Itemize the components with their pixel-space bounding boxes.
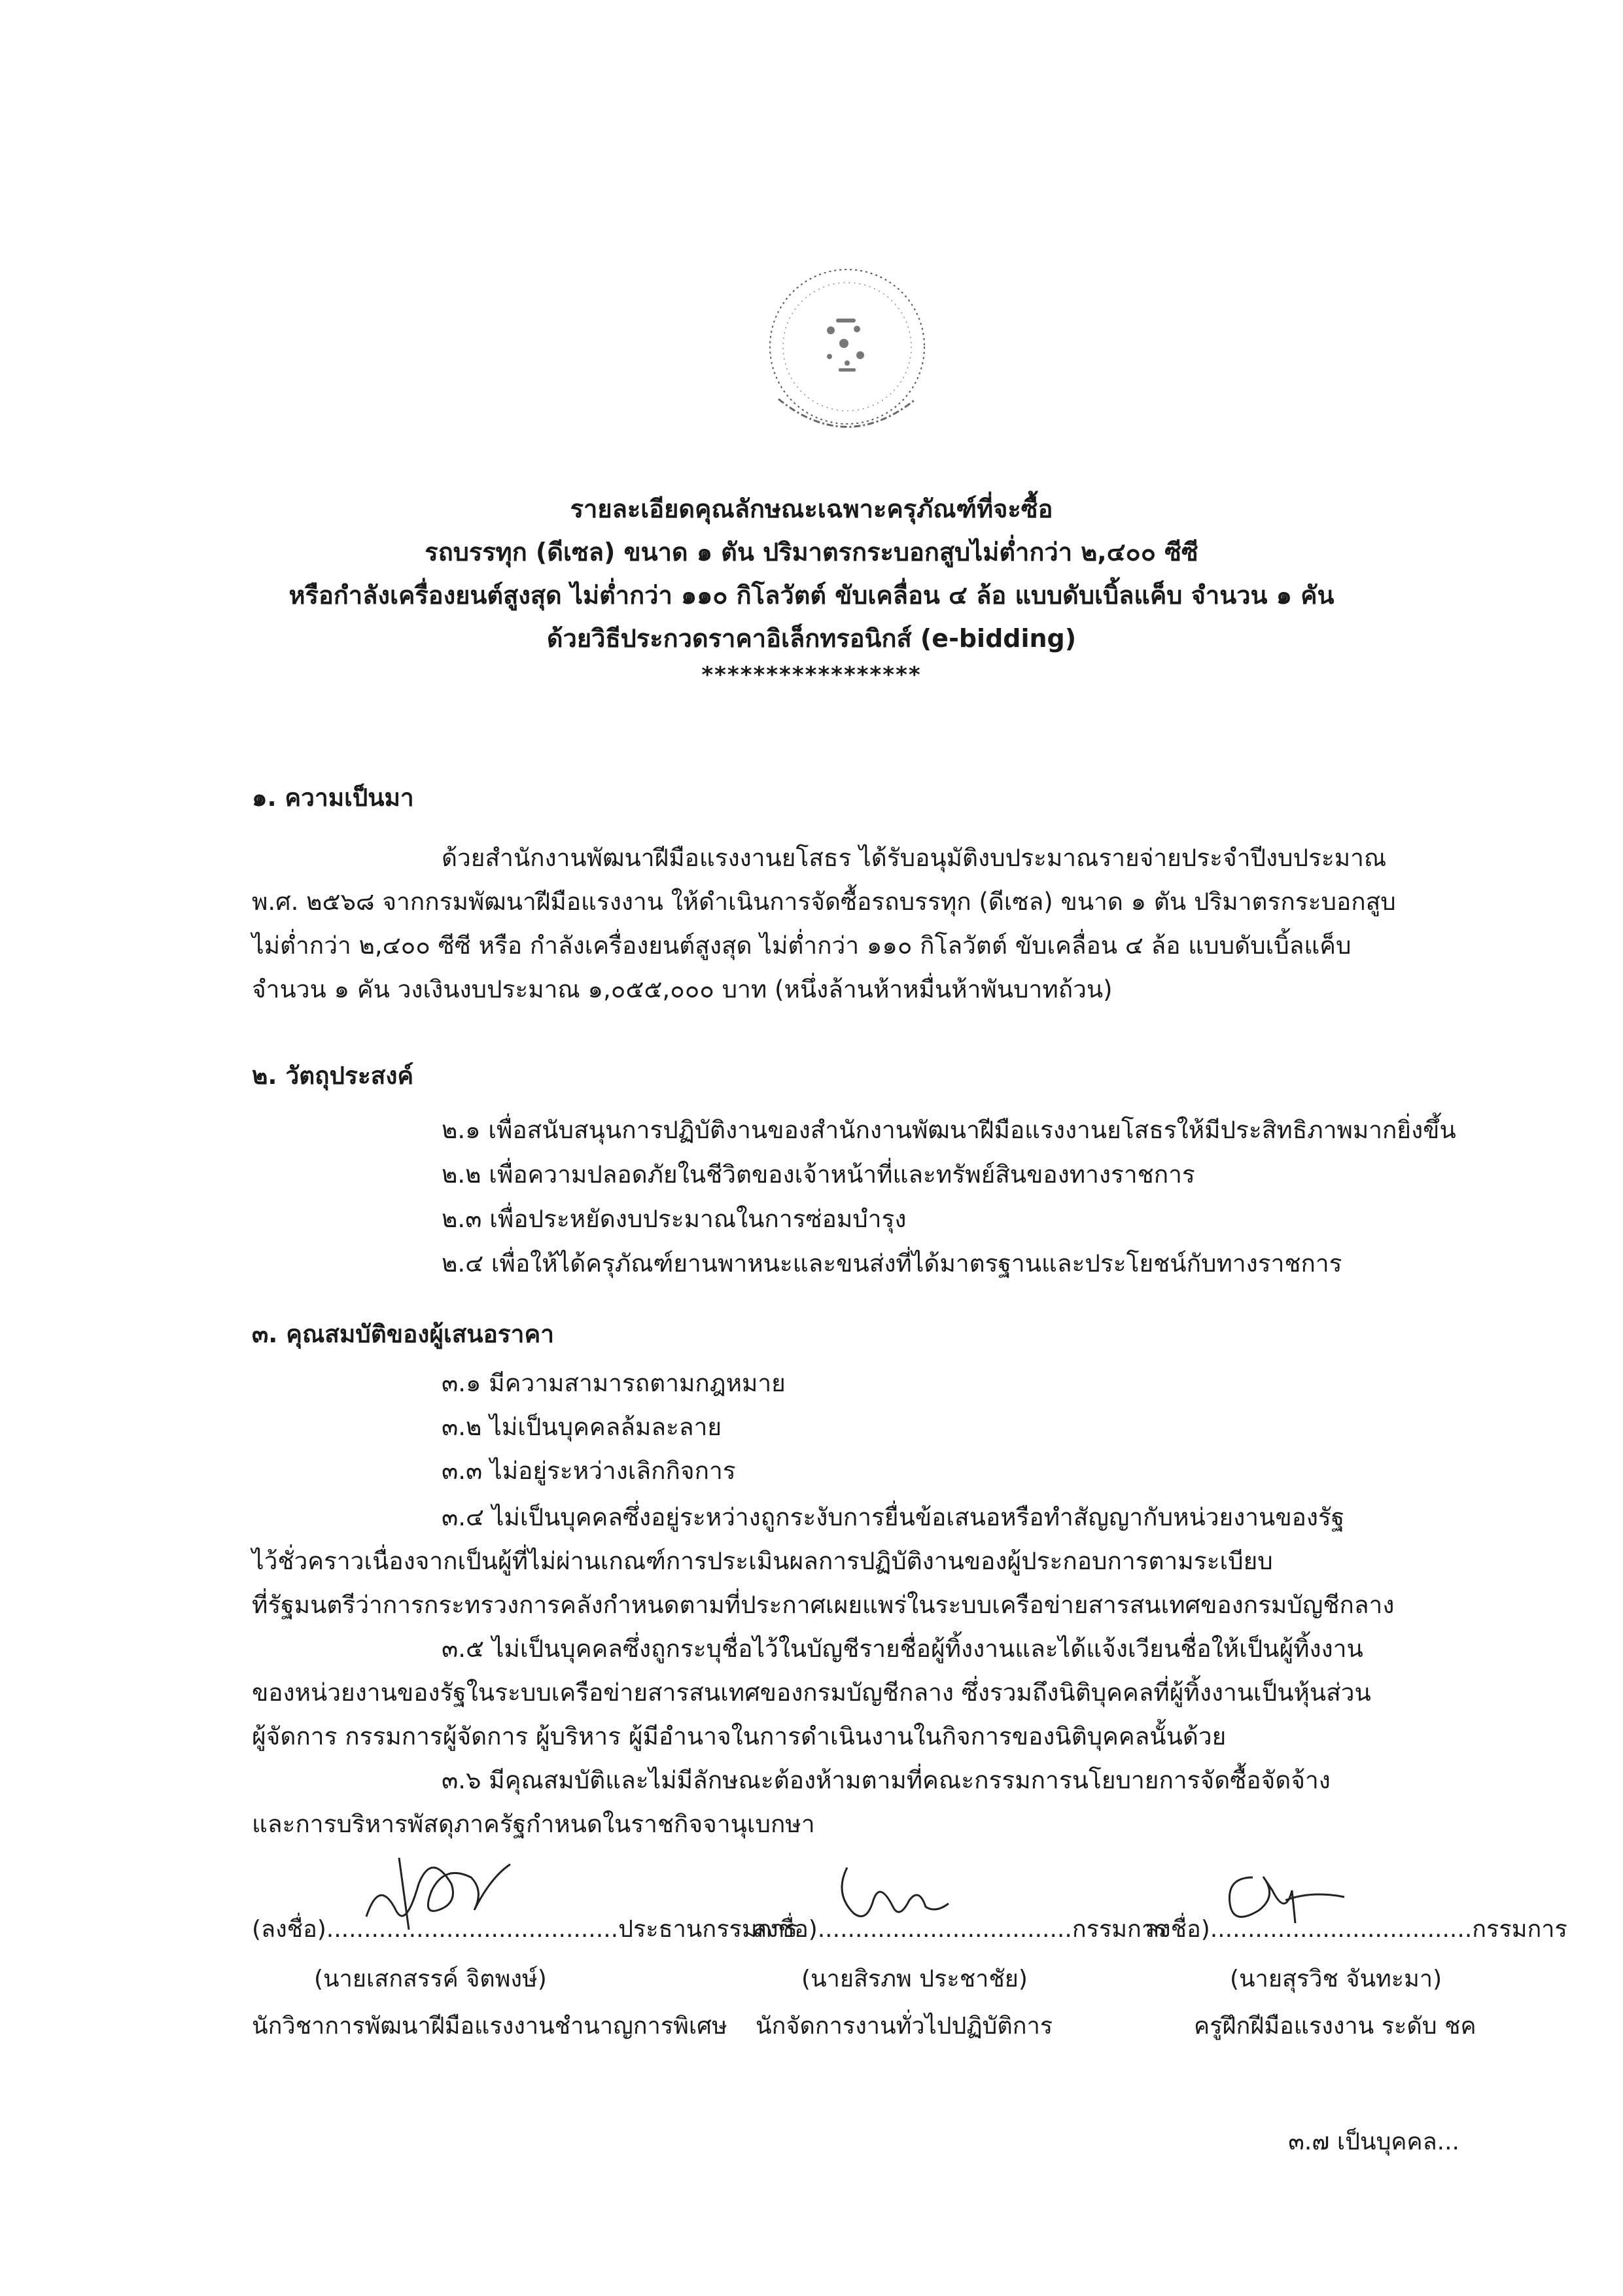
clause-3-4 (252, 1495, 1462, 1627)
document-title (0, 487, 1623, 690)
paragraph-line: ด้วยสำนักงานพัฒนาฝีมือแรงงานยโสธร ได้รับอนุมัติงบประมาณรายจ่ายประจำปีงบประมาณ (442, 844, 1387, 872)
paragraph-line: ไว้ชั่วคราวเนื่องจากเป็นผู้ที่ไม่ผ่านเกณฑ์การประเมินผลการปฏิบัติงานของผู้ประกอบการตามระเบียบ (252, 1547, 1273, 1575)
signatory-position: นักวิชาการพัฒนาฝีมือแรงงานชำนาญการพิเศษ (252, 2013, 727, 2040)
paragraph-line: พ.ศ. ๒๕๖๘ จากกรมพัฒนาฝีมือแรงงาน ให้ดำเนินการจัดซื้อรถบรรทุก (ดีเซล) ขนาด ๑ ตัน ปริมาตรกระบอกสูบ (252, 888, 1396, 916)
list-item: ๒.๔ เพื่อให้ได้ครุภัณฑ์ยานพาหนะและขนส่งที่ได้มาตรฐานและประโยชน์กับทางราชการ (442, 1249, 1342, 1278)
title-line-2: รถบรรทุก (ดีเซล) ขนาด ๑ ตัน ปริมาตรกระบอกสูบไม่ต่ำกว่า ๒,๔๐๐ ซีซี (425, 538, 1198, 566)
paragraph-line: ๓.๔ ไม่เป็นบุคคลซึ่งอยู่ระหว่างถูกระงับการยื่นข้อเสนอหรือทำสัญญากับหน่วยงานของรัฐ (442, 1503, 1345, 1531)
paragraph-line: จำนวน ๑ คัน วงเงินงบประมาณ ๑,๐๕๕,๐๐๐ บาท (หนึ่งล้านห้าหมื่นห้าพันบาทถ้วน) (252, 975, 1113, 1003)
clause-3-6 (252, 1758, 1462, 1846)
signature-line: ลงชื่อ)...................................กรรมการ (1145, 1916, 1567, 1943)
list-item: ๒.๑ เพื่อสนับสนุนการปฏิบัติงานของสำนักงานพัฒนาฝีมือแรงงานยโสธรให้มีประสิทธิภาพมากยิ่งขึ้น (442, 1116, 1456, 1144)
signatory-position: นักจัดการงานทั่วไปปฏิบัติการ (756, 2013, 1053, 2040)
signatory-name: (นายเสกสรรค์ จิตพงษ์) (314, 1966, 547, 1992)
paragraph-line: และการบริหารพัสดุภาครัฐกำหนดในราชกิจจานุเบกษา (252, 1810, 815, 1838)
signatory-position: ครูฝึกฝีมือแรงงาน ระดับ ชค (1194, 2013, 1476, 2040)
signature-block (252, 1910, 1567, 2106)
signature-line: ลงชื่อ)..................................กรรมการ (752, 1916, 1168, 1943)
section-3-heading: ๓. คุณสมบัติของผู้เสนอราคา (252, 1320, 554, 1348)
section-1-paragraph (252, 836, 1462, 1011)
paragraph-line: ผู้จัดการ กรรมการผู้จัดการ ผู้บริหาร ผู้มีอำนาจในการดำเนินงานในกิจการของนิติบุคคลนั้นด้วย (252, 1722, 1227, 1750)
signatory-name: (นายสิรภพ ประชาชัย) (801, 1966, 1028, 1992)
title-separator: ***************** (701, 662, 922, 688)
continuation-marker: ๓.๗ เป็นบุคคล... (1288, 2129, 1459, 2155)
list-item: ๓.๑ มีความสามารถตามกฎหมาย (442, 1369, 786, 1397)
list-item: ๓.๓ ไม่อยู่ระหว่างเลิกกิจการ (442, 1457, 736, 1485)
paragraph-line: ที่รัฐมนตรีว่าการกระทรวงการคลังกำหนดตามที่ประกาศเผยแพร่ในระบบเครือข่ายสารสนเทศของกรมบัญชีกลาง (252, 1591, 1395, 1619)
signatory-name: (นายสุรวิช จันทะมา) (1230, 1966, 1442, 1992)
section-1-heading: ๑. ความเป็นมา (252, 784, 414, 812)
seal-emblem (752, 258, 942, 461)
list-item: ๒.๒ เพื่อความปลอดภัยในชีวิตของเจ้าหน้าที่และทรัพย์สินของทางราชการ (442, 1160, 1195, 1189)
title-line-4: ด้วยวิธีประกวดราคาอิเล็กทรอนิกส์ (e-bidding) (546, 624, 1077, 653)
seal-icon (752, 258, 942, 461)
list-item: ๒.๓ เพื่อประหยัดงบประมาณในการซ่อมบำรุง (442, 1205, 907, 1233)
title-line-3: หรือกำลังเครื่องยนต์สูงสุด ไม่ต่ำกว่า ๑๑๐ กิโลวัตต์ ขับเคลื่อน ๔ ล้อ แบบดับเบิ้ลแค็บ จำนวน ๑ คัน (288, 581, 1335, 610)
title-line-1: รายละเอียดคุณลักษณะเฉพาะครุภัณฑ์ที่จะซื้อ (570, 495, 1053, 523)
signature-line: (ลงชื่อ).......................................ประธานกรรมการ (252, 1916, 797, 1943)
list-item: ๓.๒ ไม่เป็นบุคคลล้มละลาย (442, 1413, 722, 1441)
paragraph-line: ๓.๖ มีคุณสมบัติและไม่มีลักษณะต้องห้ามตามที่คณะกรรมการนโยบายการจัดซื้อจัดจ้าง (442, 1766, 1331, 1794)
clause-3-5 (252, 1627, 1462, 1758)
paragraph-line: ๓.๕ ไม่เป็นบุคคลซึ่งถูกระบุชื่อไว้ในบัญชีรายชื่อผู้ทิ้งงานและได้แจ้งเวียนชื่อให้เป็นผู้ทิ้งงาน (442, 1635, 1363, 1663)
paragraph-line: ของหน่วยงานของรัฐในระบบเครือข่ายสารสนเทศของกรมบัญชีกลาง ซึ่งรวมถึงนิติบุคคลที่ผู้ทิ้งงานเป็นหุ้นส่วน (252, 1679, 1371, 1707)
section-2-heading: ๒. วัตถุประสงค์ (252, 1062, 414, 1090)
paragraph-line: ไม่ต่ำกว่า ๒,๔๐๐ ซีซี หรือ กำลังเครื่องยนต์สูงสุด ไม่ต่ำกว่า ๑๑๐ กิโลวัตต์ ขับเคลื่อน ๔ ล้อ แบบดับเบิ้ลแค็บ (252, 931, 1352, 960)
